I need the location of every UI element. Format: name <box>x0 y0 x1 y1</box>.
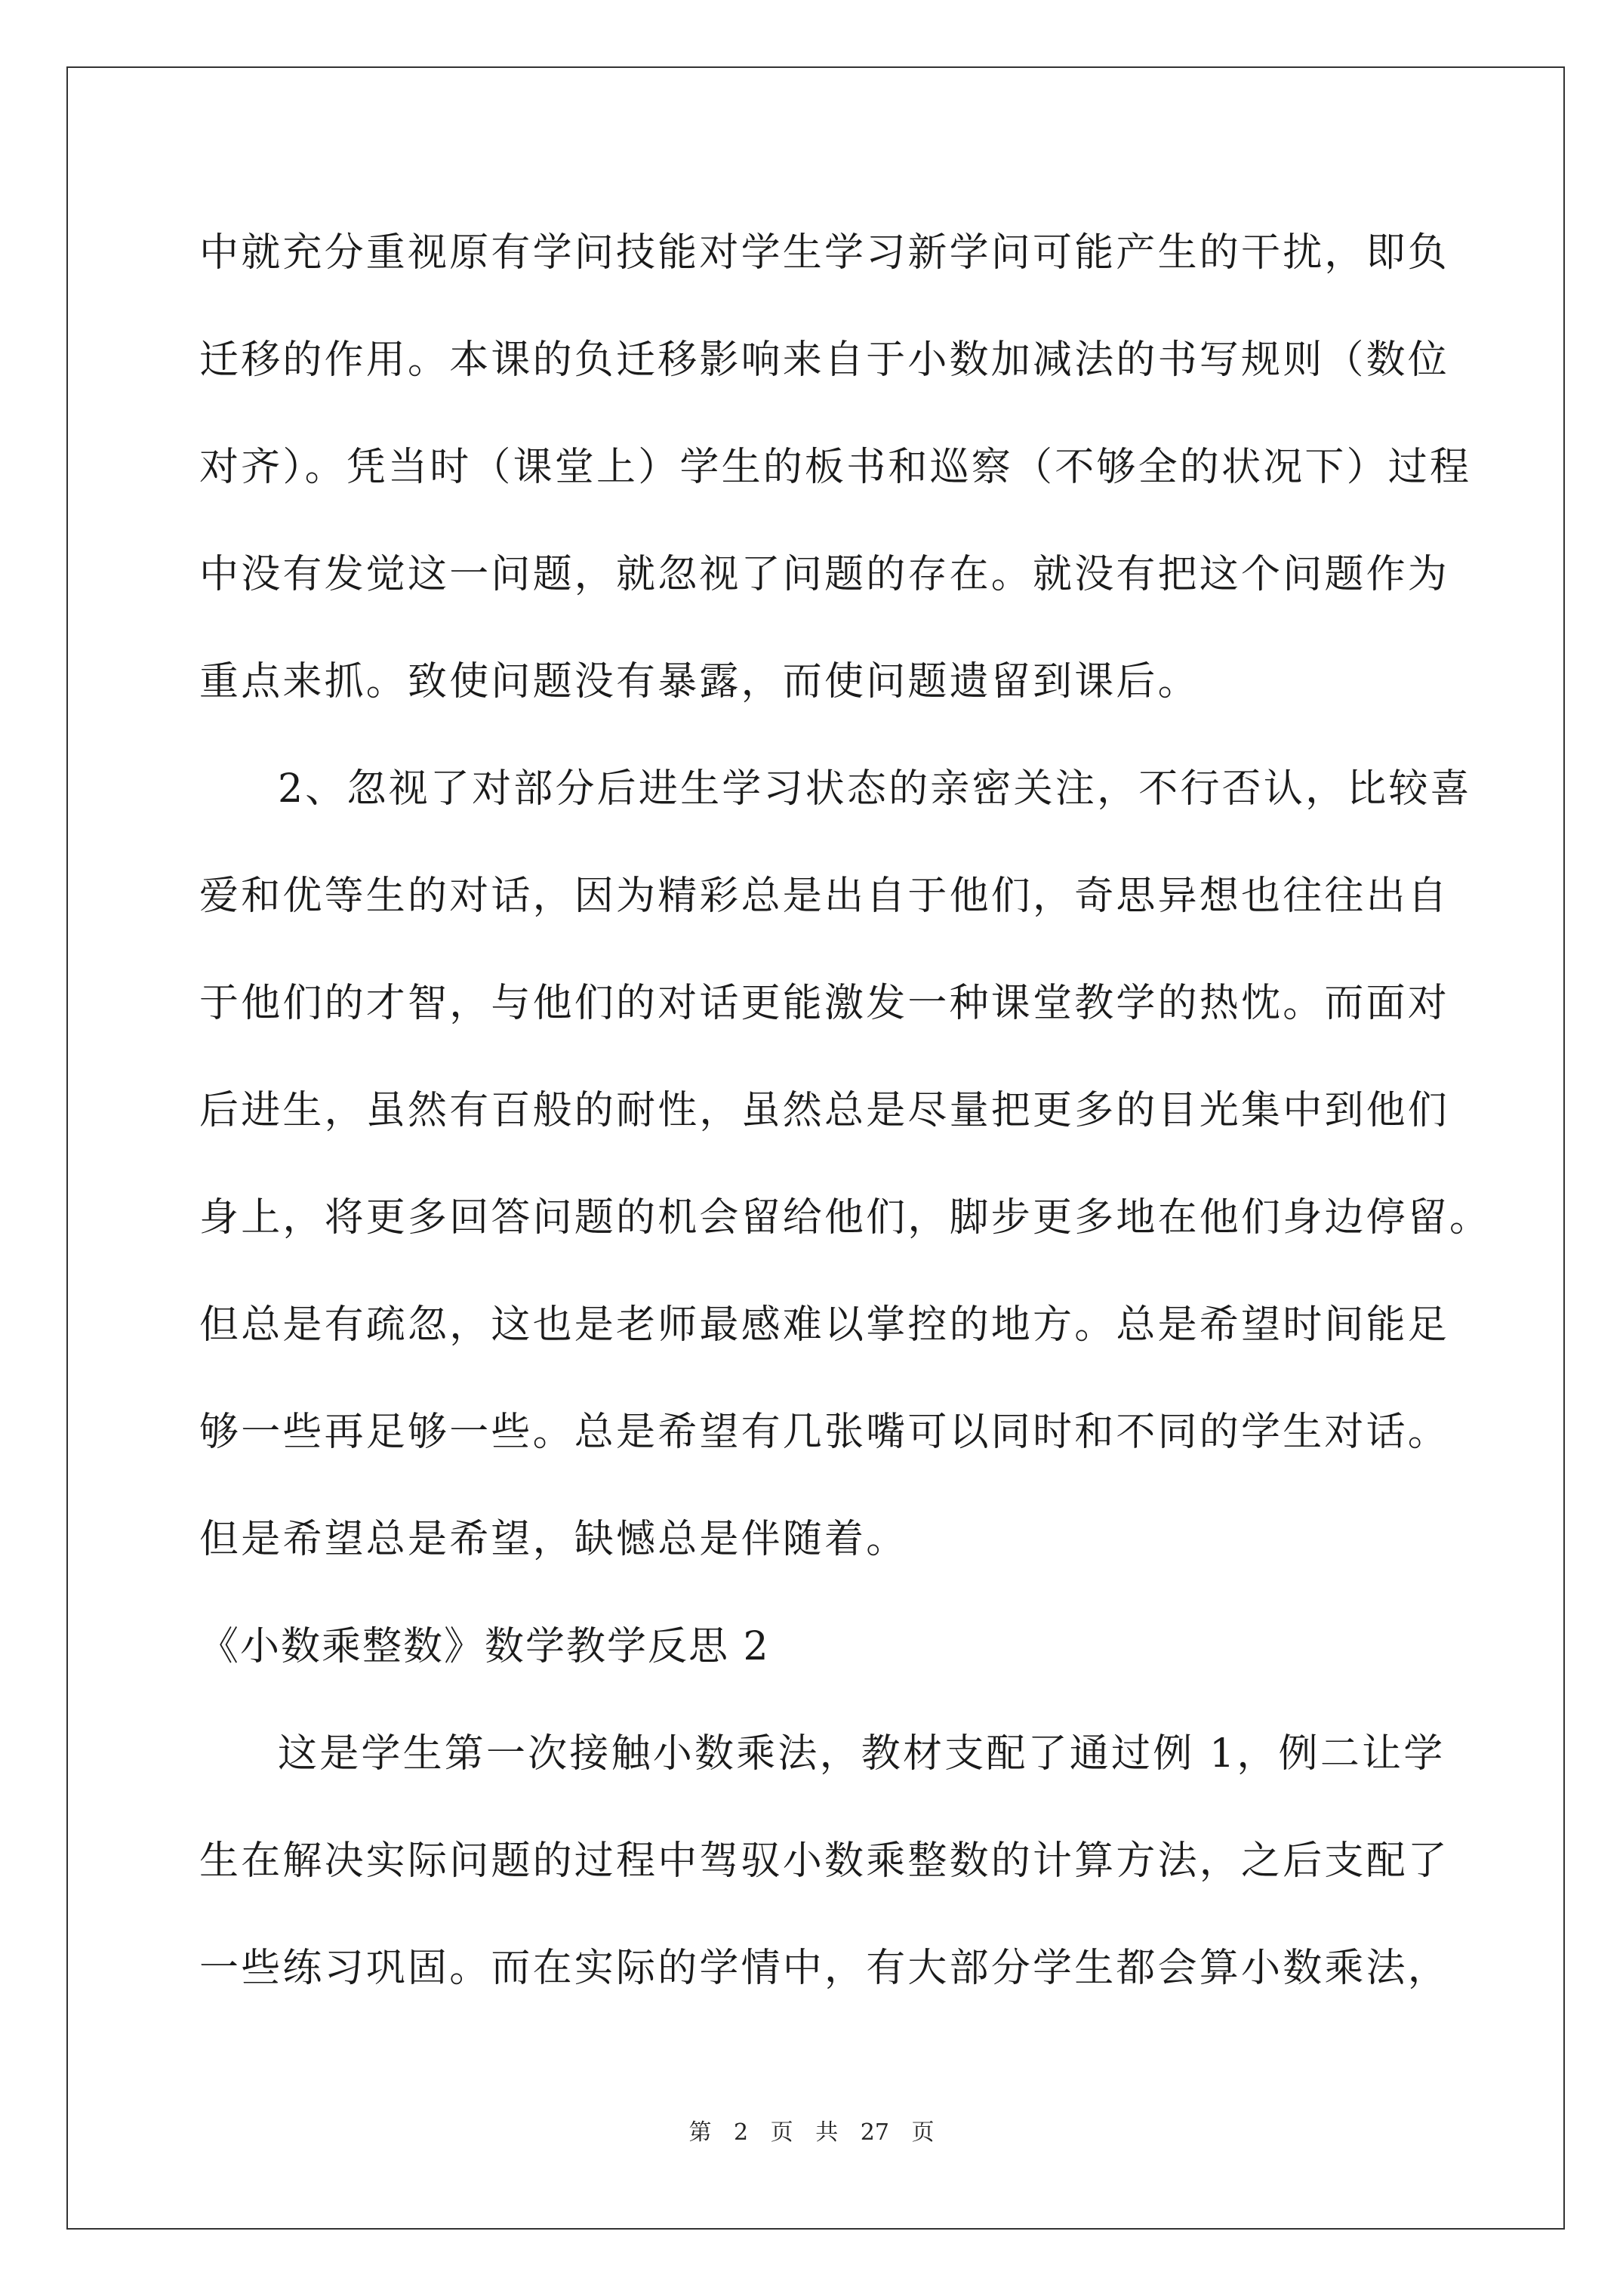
text-line: 中就充分重视原有学问技能对学生学习新学问可能产生的干扰，即负 <box>199 230 1450 276</box>
text-line: 一些练习巩固。而在实际的学情中，有大部分学生都会算小数乘法， <box>199 1946 1450 1991</box>
text-line: 重点来抓。致使问题没有暴露，而使问题遗留到课后。 <box>199 659 1200 704</box>
text-line: 够一些再足够一些。总是希望有几张嘴可以同时和不同的学生对话。 <box>199 1410 1450 1455</box>
text-line: 中没有发觉这一问题，就忽视了问题的存在。就没有把这个问题作为 <box>199 552 1450 597</box>
page-footer: 第 2 页 共 27 页 <box>688 2119 935 2146</box>
page-border <box>66 66 1565 2230</box>
paragraph-first-line: 2、忽视了对部分后进生学习状态的亲密关注，不行否认，比较喜 <box>278 766 1472 812</box>
text-line: 爱和优等生的对话，因为精彩总是出自于他们，奇思异想也往往出自 <box>199 874 1450 919</box>
text-line: 但是希望总是希望，缺憾总是伴随着。 <box>199 1517 908 1562</box>
text-line: 对齐）。凭当时（课堂上）学生的板书和巡察（不够全的状况下）过程 <box>199 445 1472 490</box>
text-line: 于他们的才智，与他们的对话更能激发一种课堂教学的热忱。而面对 <box>199 981 1450 1026</box>
section-heading: 《小数乘整数》数学教学反思 2 <box>199 1624 770 1669</box>
text-line: 后进生，虽然有百般的耐性，虽然总是尽量把更多的目光集中到他们 <box>199 1088 1450 1133</box>
text-line: 生在解决实际问题的过程中驾驭小数乘整数的计算方法，之后支配了 <box>199 1838 1450 1884</box>
text-line: 迁移的作用。本课的负迁移影响来自于小数加减法的书写规则（数位 <box>199 337 1450 383</box>
text-line: 身上，将更多回答问题的机会留给他们，脚步更多地在他们身边停留。 <box>199 1195 1492 1240</box>
paragraph-first-line: 这是学生第一次接触小数乘法，教材支配了通过例 1，例二让学 <box>278 1731 1446 1777</box>
text-line: 但总是有疏忽，这也是老师最感难以掌控的地方。总是希望时间能足 <box>199 1302 1450 1348</box>
